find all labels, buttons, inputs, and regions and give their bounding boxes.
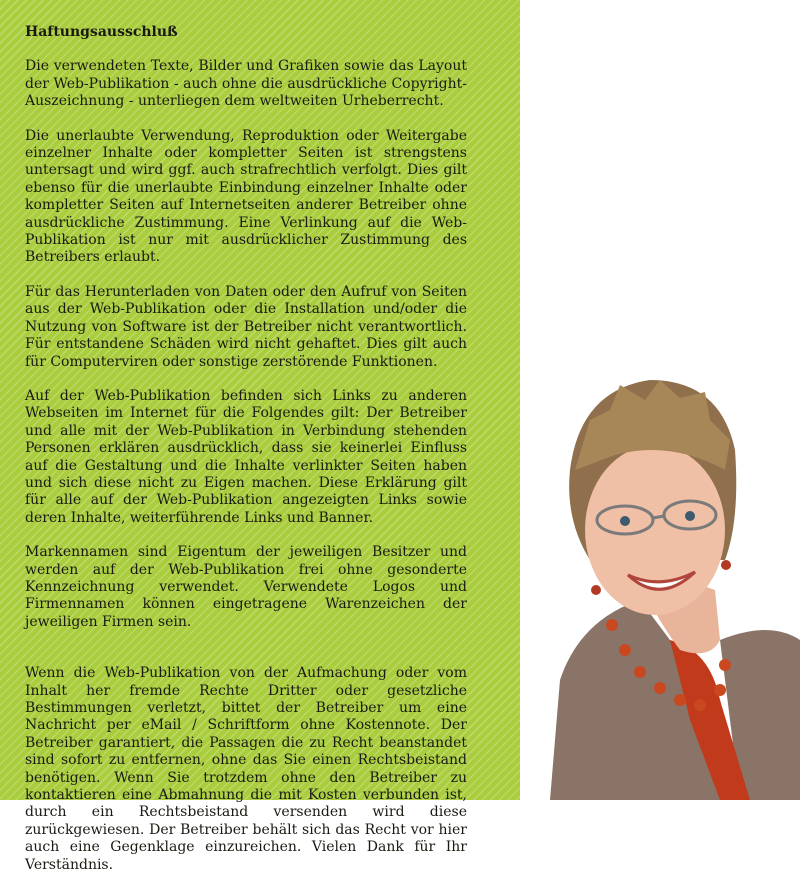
portrait-photo: [520, 0, 800, 800]
paragraph-trademarks: Markennamen sind Eigentum der jeweiligen Besitzer und werden auf der Web-Publikation frei ohne gesonderte Kennzeichnung verwendet. Verwendete Logos und Firmennamen können eingetragene Warenzeichen der jeweiligen Firmen sein.: [25, 544, 467, 630]
paragraph-copyright: Die verwendeten Texte, Bilder und Grafiken sowie das Layout der Web-Publikation - auch ohne die ausdrückliche Copyright-Auszeichnung - unterliegen dem weltweiten Urheberrecht.: [25, 58, 467, 110]
disclaimer-heading: Haftungsausschluß: [25, 24, 178, 40]
earring-left: [591, 585, 601, 595]
paragraph-external-links: Auf der Web-Publikation befinden sich Links zu anderen Webseiten im Internet für die Folgendes gilt: Der Betreiber und alle mit der Web-Publikation in Verbindung stehenden Personen erklären ausdrücklich, dass sie keinerlei Einfluss auf die Gestaltung und die Inhalte verlinkter Seiten haben und sich diese nicht zu Eigen machen. Diese Erklärung gilt für alle auf der Web-Publikation angezeigten Links sowie deren Inhalte, weiterführende Links und Banner.: [25, 387, 467, 526]
portrait-illustration: [520, 0, 800, 800]
paragraph-third-party-rights: Wenn die Web-Publikation von der Aufmachung oder vom Inhalt her fremde Rechte Dritter oder gesetzliche Bestimmungen verletzt, bittet der Betreiber um eine Nachricht per eMail / Schriftform ohne Kostennote. Der Betreiber garantiert, die Passagen die zu Recht beanstandet sind sofort zu entfernen, ohne das Sie einen Rechtsbeistand benötigen. Wenn Sie trotzdem ohne den Betreiber zu kontaktieren eine Abmahnung die mit Kosten verbunden ist, durch ein Rechtsbeistand versenden wird diese zurückgewiesen. Der Betreiber behält sich das Recht vor hier auch eine Gegenklage einzureichen. Vielen Dank für Ihr Verständnis.: [25, 665, 467, 873]
disclaimer-content: [25, 24, 467, 891]
earring-right: [721, 560, 731, 570]
paragraph-unauthorized-use: Die unerlaubte Verwendung, Reproduktion oder Weitergabe einzelner Inhalte oder kompletter Seiten ist strengstens untersagt und wird ggf. auch strafrechtlich verfolgt. Dies gilt ebenso für die unerlaubte Einbindung einzelner Inhalte oder kompletter Seiten auf Internetseiten anderer Betreiber ohne ausdrückliche Zustimmung. Eine Verlinkung auf die Web-Publikation ist nur mit ausdrücklicher Zustimmung des Betreibers erlaubt.: [25, 127, 467, 266]
paragraph-downloads: Für das Herunterladen von Daten oder den Aufruf von Seiten aus der Web-Publikation oder die Installation und/oder die Nutzung von Software ist der Betreiber nicht verantwortlich. Für entstandene Schäden wird nicht gehaftet. Dies gilt auch für Computerviren oder sonstige zerstörende Funktionen.: [25, 283, 467, 370]
